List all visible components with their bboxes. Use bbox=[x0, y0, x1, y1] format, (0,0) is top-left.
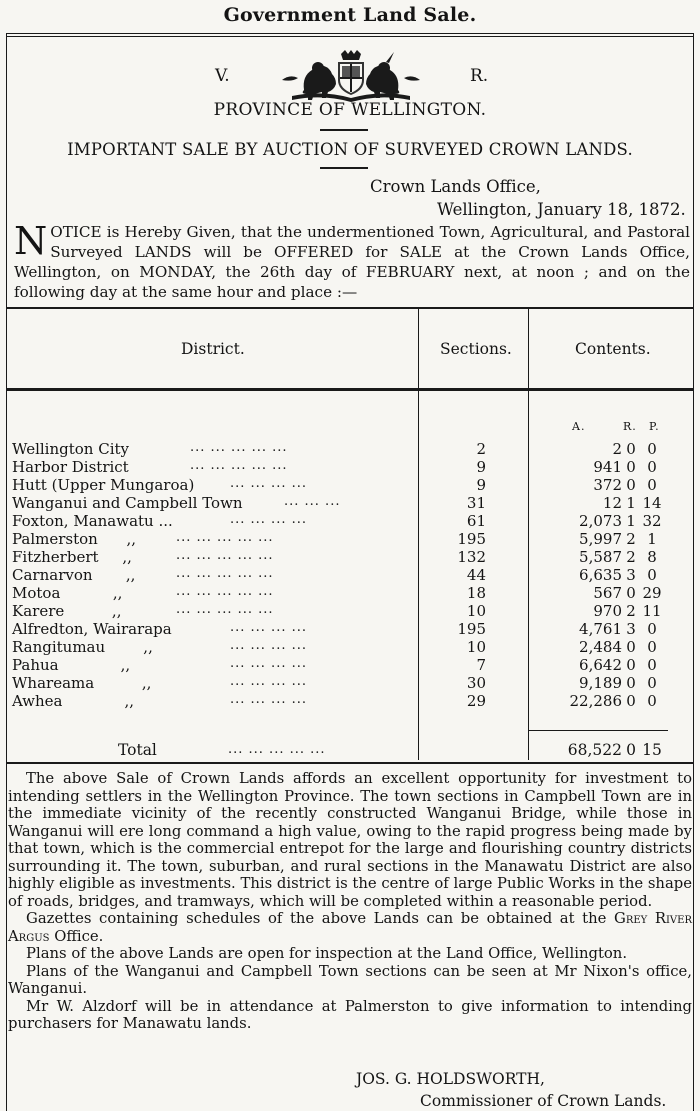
roods-value: 3 bbox=[626, 620, 636, 638]
table-row bbox=[0, 566, 700, 582]
district-name: Harbor District bbox=[12, 458, 129, 476]
acres-value: 941 bbox=[593, 458, 622, 476]
header-contents: Contents. bbox=[575, 340, 651, 358]
perches-value: 0 bbox=[647, 656, 657, 674]
acres-value: 970 bbox=[593, 602, 622, 620]
roods-value: 0 bbox=[626, 476, 636, 494]
signer-title: Commissioner of Crown Lands. bbox=[420, 1092, 667, 1110]
sections-value: 7 bbox=[476, 656, 486, 674]
leader-dots: ... ... ... ... ... bbox=[176, 530, 274, 545]
header-sections: Sections. bbox=[440, 340, 512, 358]
sections-value: 9 bbox=[476, 458, 486, 476]
sections-value: 61 bbox=[466, 512, 486, 530]
roods-value: 0 bbox=[626, 440, 636, 458]
royal-coat-of-arms-icon bbox=[282, 50, 420, 102]
table-row bbox=[0, 584, 700, 600]
table-row bbox=[0, 620, 700, 636]
roods-value: 0 bbox=[626, 458, 636, 476]
district-name: Wanganui and Campbell Town bbox=[12, 494, 243, 512]
acres-value: 372 bbox=[593, 476, 622, 494]
district-name: Palmerston ,, bbox=[12, 530, 136, 548]
sections-value: 195 bbox=[457, 530, 486, 548]
roods-value: 1 bbox=[626, 512, 636, 530]
district-name: Hutt (Upper Mungaroa) bbox=[12, 476, 195, 494]
district-name: Wellington City bbox=[12, 440, 129, 458]
table-row bbox=[0, 548, 700, 564]
acres-value: 9,189 bbox=[579, 674, 622, 692]
perches-value: 0 bbox=[647, 476, 657, 494]
roods-value: 2 bbox=[626, 602, 636, 620]
table-row bbox=[0, 512, 700, 528]
acres-value: 4,761 bbox=[579, 620, 622, 638]
acres-value: 2,484 bbox=[579, 638, 622, 656]
heading-rule bbox=[6, 33, 694, 34]
roods-value: 3 bbox=[626, 566, 636, 584]
table-row bbox=[0, 458, 700, 474]
table-row bbox=[0, 602, 700, 618]
perches-value: 8 bbox=[647, 548, 657, 566]
grey-river-argus: Grey River Argus bbox=[8, 910, 692, 945]
heading-rule-double bbox=[6, 36, 694, 37]
sections-value: 9 bbox=[476, 476, 486, 494]
paragraph-plans-wanganui: Plans of the Wanganui and Campbell Town sections can be seen at Mr Nixon's office, Wanganui. bbox=[8, 962, 692, 997]
leader-dots: ... ... ... ... ... bbox=[176, 566, 274, 581]
roods-value: 0 bbox=[626, 674, 636, 692]
perches-value: 32 bbox=[642, 512, 662, 530]
district-name: Pahua ,, bbox=[12, 656, 131, 674]
acres-value: 22,286 bbox=[569, 692, 622, 710]
table-row bbox=[0, 440, 700, 456]
sections-value: 30 bbox=[466, 674, 486, 692]
gazettes-end: Office. bbox=[49, 927, 104, 945]
total-rule bbox=[528, 730, 668, 731]
table-row bbox=[0, 692, 700, 708]
short-rule-1 bbox=[320, 129, 368, 131]
leader-dots: ... ... ... ... bbox=[230, 476, 307, 491]
leader-dots: ... ... ... ... ... bbox=[176, 548, 274, 563]
leader-dots: ... ... ... ... ... bbox=[190, 440, 288, 455]
date-line: Wellington, January 18, 1872. bbox=[437, 200, 686, 219]
roods-value: 0 bbox=[626, 638, 636, 656]
roods-value: 1 bbox=[626, 494, 636, 512]
acres-value: 567 bbox=[593, 584, 622, 602]
district-name: Foxton, Manawatu ... bbox=[12, 512, 173, 530]
district-name: Fitzherbert ,, bbox=[12, 548, 132, 566]
table-top-rule bbox=[6, 307, 694, 309]
leader-dots: ... ... ... ... bbox=[230, 656, 307, 671]
drop-cap: N bbox=[14, 219, 48, 263]
page-heading: Government Land Sale. bbox=[223, 4, 477, 26]
district-name: Awhea ,, bbox=[12, 692, 134, 710]
district-name: Karere ,, bbox=[12, 602, 122, 620]
leader-dots: ... ... ... bbox=[284, 494, 341, 509]
perches-value: 1 bbox=[647, 530, 657, 548]
unit-acres: A. bbox=[572, 420, 586, 433]
total-acres: 68,522 bbox=[567, 741, 622, 759]
district-name: Alfredton, Wairarapa bbox=[12, 620, 172, 638]
leader-dots: ... ... ... ... bbox=[230, 692, 307, 707]
sections-value: 10 bbox=[466, 638, 486, 656]
unit-perches: P. bbox=[649, 420, 660, 433]
perches-value: 29 bbox=[642, 584, 662, 602]
table-row bbox=[0, 638, 700, 654]
body-text bbox=[8, 770, 692, 1033]
perches-value: 0 bbox=[647, 638, 657, 656]
roods-value: 0 bbox=[626, 692, 636, 710]
header-district: District. bbox=[181, 340, 245, 358]
paragraph-gazettes bbox=[8, 910, 692, 945]
paragraph-plans-wellington: Plans of the above Lands are open for inspection at the Land Office, Wellington. bbox=[26, 945, 628, 962]
roods-value: 0 bbox=[626, 584, 636, 602]
acres-value: 2,073 bbox=[579, 512, 622, 530]
office-line: Crown Lands Office, bbox=[370, 177, 541, 196]
signer-name: JOS. G. HOLDSWORTH, bbox=[356, 1070, 545, 1088]
sections-value: 2 bbox=[476, 440, 486, 458]
perches-value: 0 bbox=[647, 674, 657, 692]
acres-value: 2 bbox=[612, 440, 622, 458]
table-row bbox=[0, 476, 700, 492]
paragraph-alzdorf: Mr W. Alzdorf will be in attendance at Palmerston to give information to intending purchasers for Manawatu lands. bbox=[8, 997, 692, 1032]
perches-value: 0 bbox=[647, 566, 657, 584]
sections-value: 132 bbox=[457, 548, 486, 566]
crest-row bbox=[0, 50, 700, 102]
notice-paragraph bbox=[14, 219, 690, 302]
district-name: Carnarvon ,, bbox=[12, 566, 136, 584]
acres-value: 5,587 bbox=[579, 548, 622, 566]
perches-value: 11 bbox=[642, 602, 662, 620]
roods-value: 2 bbox=[626, 548, 636, 566]
roods-value: 0 bbox=[626, 656, 636, 674]
total-roods: 0 bbox=[626, 741, 636, 759]
leader-dots: ... ... ... ... bbox=[230, 674, 307, 689]
sections-value: 18 bbox=[466, 584, 486, 602]
leader-dots: ... ... ... ... ... bbox=[176, 584, 274, 599]
sections-value: 31 bbox=[466, 494, 486, 512]
table-row bbox=[0, 530, 700, 546]
perches-value: 0 bbox=[647, 458, 657, 476]
table-row bbox=[0, 494, 700, 510]
paragraph-opportunity: The above Sale of Crown Lands affords an excellent opportunity for investment to intending settlers in the Wellington Province. The town sections in Campbell Town are in the immediate vicinity of the recently constructed Wanganui Bridge, while those in Wanganui will ere long command a high value, owing to the rapid progress being made by that town, which is the commercial entrepot for the large and flourishing country districts surrounding it. The town, suburban, and rural sections in the Manawatu District are also highly eligible as investments. This district is the centre of large Public Works in the shape of roads, bridges, and tramways, which will be completed within a reasonable period. bbox=[8, 770, 692, 910]
perches-value: 0 bbox=[647, 620, 657, 638]
unit-roods: R. bbox=[623, 420, 637, 433]
acres-value: 6,642 bbox=[579, 656, 622, 674]
province-title: PROVINCE OF WELLINGTON. bbox=[213, 100, 487, 120]
table-row bbox=[0, 656, 700, 672]
perches-value: 0 bbox=[647, 692, 657, 710]
district-name: Whareama ,, bbox=[12, 674, 152, 692]
total-leader-dots: ... ... ... ... ... bbox=[228, 742, 326, 757]
sections-value: 10 bbox=[466, 602, 486, 620]
total-perches: 15 bbox=[642, 741, 662, 759]
acres-value: 12 bbox=[602, 494, 622, 512]
crest-letter-v: V. bbox=[215, 66, 230, 86]
gazettes-text: Gazettes containing schedules of the above Lands can be obtained at the bbox=[26, 910, 614, 927]
leader-dots: ... ... ... ... bbox=[230, 638, 307, 653]
roods-value: 2 bbox=[626, 530, 636, 548]
sections-value: 44 bbox=[466, 566, 486, 584]
leader-dots: ... ... ... ... bbox=[230, 620, 307, 635]
perches-value: 0 bbox=[647, 440, 657, 458]
leader-dots: ... ... ... ... ... bbox=[190, 458, 288, 473]
acres-value: 6,635 bbox=[579, 566, 622, 584]
table-bottom-rule bbox=[6, 762, 694, 764]
sections-value: 195 bbox=[457, 620, 486, 638]
district-name: Motoa ,, bbox=[12, 584, 123, 602]
total-label: Total bbox=[118, 741, 157, 759]
sale-title: IMPORTANT SALE BY AUCTION OF SURVEYED CROWN LANDS. bbox=[67, 140, 633, 159]
notice-text: OTICE is Hereby Given, that the undermentioned Town, Agricultural, and Pastoral Surveyed LANDS will be OFFERED for SALE at the Crown Lands Office, Wellington, on MONDAY, the 26th day of FEBRUARY next, at noon ; and on the following day at the same hour and place :— bbox=[14, 223, 690, 301]
short-rule-2 bbox=[320, 167, 368, 169]
leader-dots: ... ... ... ... ... bbox=[176, 602, 274, 617]
sections-value: 29 bbox=[466, 692, 486, 710]
leader-dots: ... ... ... ... bbox=[230, 512, 307, 527]
district-name: Rangitumau ,, bbox=[12, 638, 153, 656]
acres-value: 5,997 bbox=[579, 530, 622, 548]
crest-letter-r: R. bbox=[470, 66, 489, 86]
table-header-rule bbox=[6, 388, 694, 391]
perches-value: 14 bbox=[642, 494, 662, 512]
table-row bbox=[0, 674, 700, 690]
